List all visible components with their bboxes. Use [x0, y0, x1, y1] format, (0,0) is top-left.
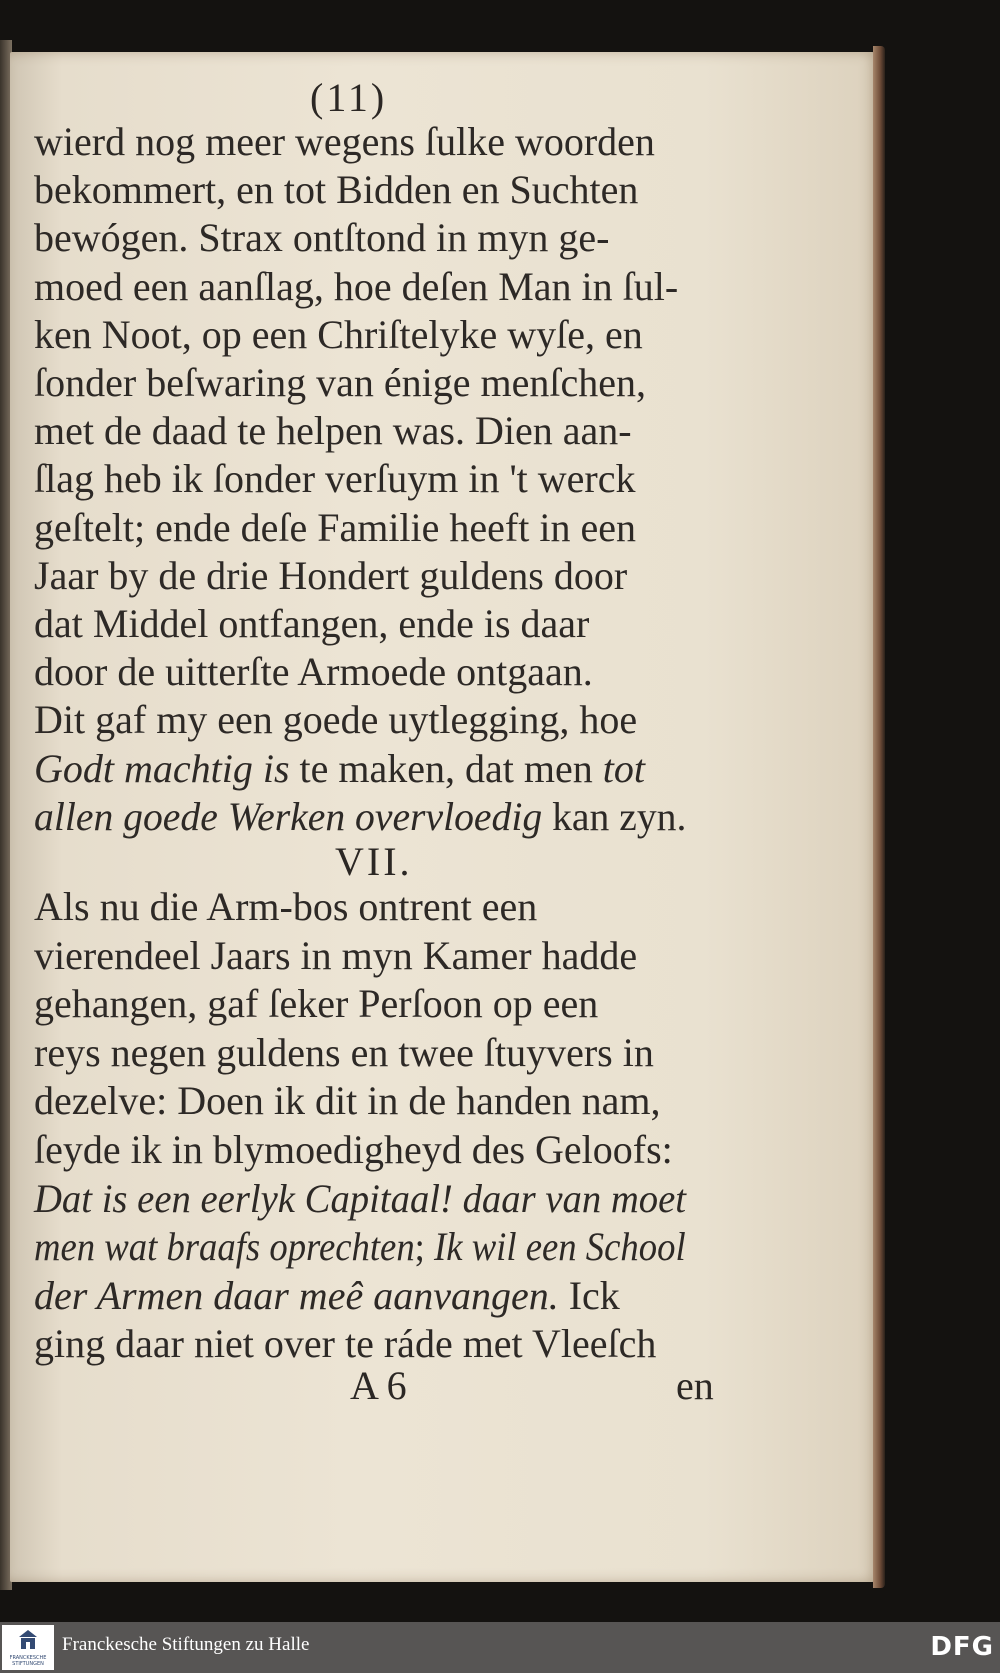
text-span: te maken, dat men [289, 745, 603, 791]
text-line [34, 1175, 686, 1223]
text-line [34, 359, 646, 407]
text-line [34, 166, 638, 214]
italic-span: Dat is een eerlyk Capitaal! daar van moet [34, 1175, 687, 1221]
italic-span: men wat braafs oprechten [34, 1224, 415, 1270]
italic-span: Ik wil een School [434, 1224, 686, 1270]
text-span: Ick [558, 1272, 620, 1318]
text-line [34, 1077, 660, 1125]
text-span: met de daad te helpen was. Dien aan- [34, 408, 632, 454]
text-line [34, 648, 593, 696]
text-span: kan zyn. [542, 793, 687, 839]
text-line [34, 214, 609, 262]
catchword: en [676, 1363, 714, 1408]
text-span: reys negen guldens en twee ſtuyvers in [34, 1029, 654, 1075]
text-line [34, 932, 637, 980]
italic-span: der Armen daar meê aanvangen. [34, 1272, 559, 1318]
text-line [34, 552, 627, 600]
signature-mark: A 6 [350, 1363, 407, 1408]
text-line [34, 600, 589, 648]
text-span: moed een aanſlag, hoe deſen Man in ſul- [34, 263, 679, 309]
text-line [34, 407, 632, 455]
institution-logo[interactable] [2, 1625, 54, 1670]
text-line [34, 793, 686, 841]
text-span: vierendeel Jaars in myn Kamer hadde [34, 932, 638, 978]
dfg-logo[interactable]: DFG [930, 1632, 994, 1662]
italic-span: Godt machtig is [34, 745, 290, 791]
building-emblem-icon [19, 1630, 37, 1650]
text-line [34, 883, 537, 931]
text-line [34, 1320, 656, 1368]
text-line [34, 263, 678, 311]
text-span: wierd nog meer wegens ſulke woorden [34, 119, 655, 164]
text-span: ging daar niet over te ráde met Vleeſch [34, 1321, 657, 1367]
text-span: gehangen, gaf ſeker Perſoon op een [34, 981, 599, 1027]
institution-name[interactable]: Franckesche Stiftungen zu Halle [62, 1634, 310, 1655]
logo-caption: FRANCKESCHE STIFTUNGEN [9, 1655, 47, 1667]
page-number: (11) [310, 75, 388, 120]
text-span: door de uitterſte Armoede ontgaan. [34, 649, 593, 695]
text-line [34, 745, 645, 793]
text-span: Jaar by de drie Hondert guldens door [34, 552, 628, 598]
text-span: dezelve: Doen ik dit in de handen nam, [34, 1078, 661, 1124]
text-span: Als nu die Arm-bos ontrent een [34, 884, 538, 929]
section-heading: VII. [335, 839, 413, 884]
text-line [34, 696, 637, 744]
text-line [34, 455, 635, 503]
text-line [34, 118, 655, 166]
text-line [34, 311, 643, 359]
text-line [34, 1126, 673, 1174]
text-span: ſeyde ik in blymoedigheyd des Geloofs: [34, 1127, 673, 1172]
text-line [34, 1223, 686, 1271]
text-line [34, 1272, 620, 1320]
text-span: ſlag heb ik ſonder verſuym in 't werck [34, 456, 636, 502]
text-span: bewógen. Strax ontſtond in myn ge- [34, 215, 610, 261]
text-line [34, 980, 598, 1028]
page-stack-edge [873, 46, 885, 1588]
text-span: ſonder beſwaring van énige menſchen, [34, 360, 646, 405]
viewer-footer [0, 1622, 1000, 1673]
text-span: dat Middel ontfangen, ende is daar [34, 601, 590, 646]
text-line [34, 1029, 654, 1077]
text-span: Dit gaf my een goede uytlegging, hoe [34, 697, 638, 743]
text-line [34, 504, 636, 552]
italic-span: allen goede Werken overvloedig [34, 793, 543, 839]
text-span: ; [414, 1224, 435, 1270]
italic-span: tot [602, 745, 646, 791]
text-span: ken Noot, op een Chriſtelyke wyſe, en [34, 311, 643, 357]
text-span: geſtelt; ende deſe Familie heeft in een [34, 504, 636, 550]
text-span: bekommert, en tot Bidden en Suchten [34, 167, 639, 213]
